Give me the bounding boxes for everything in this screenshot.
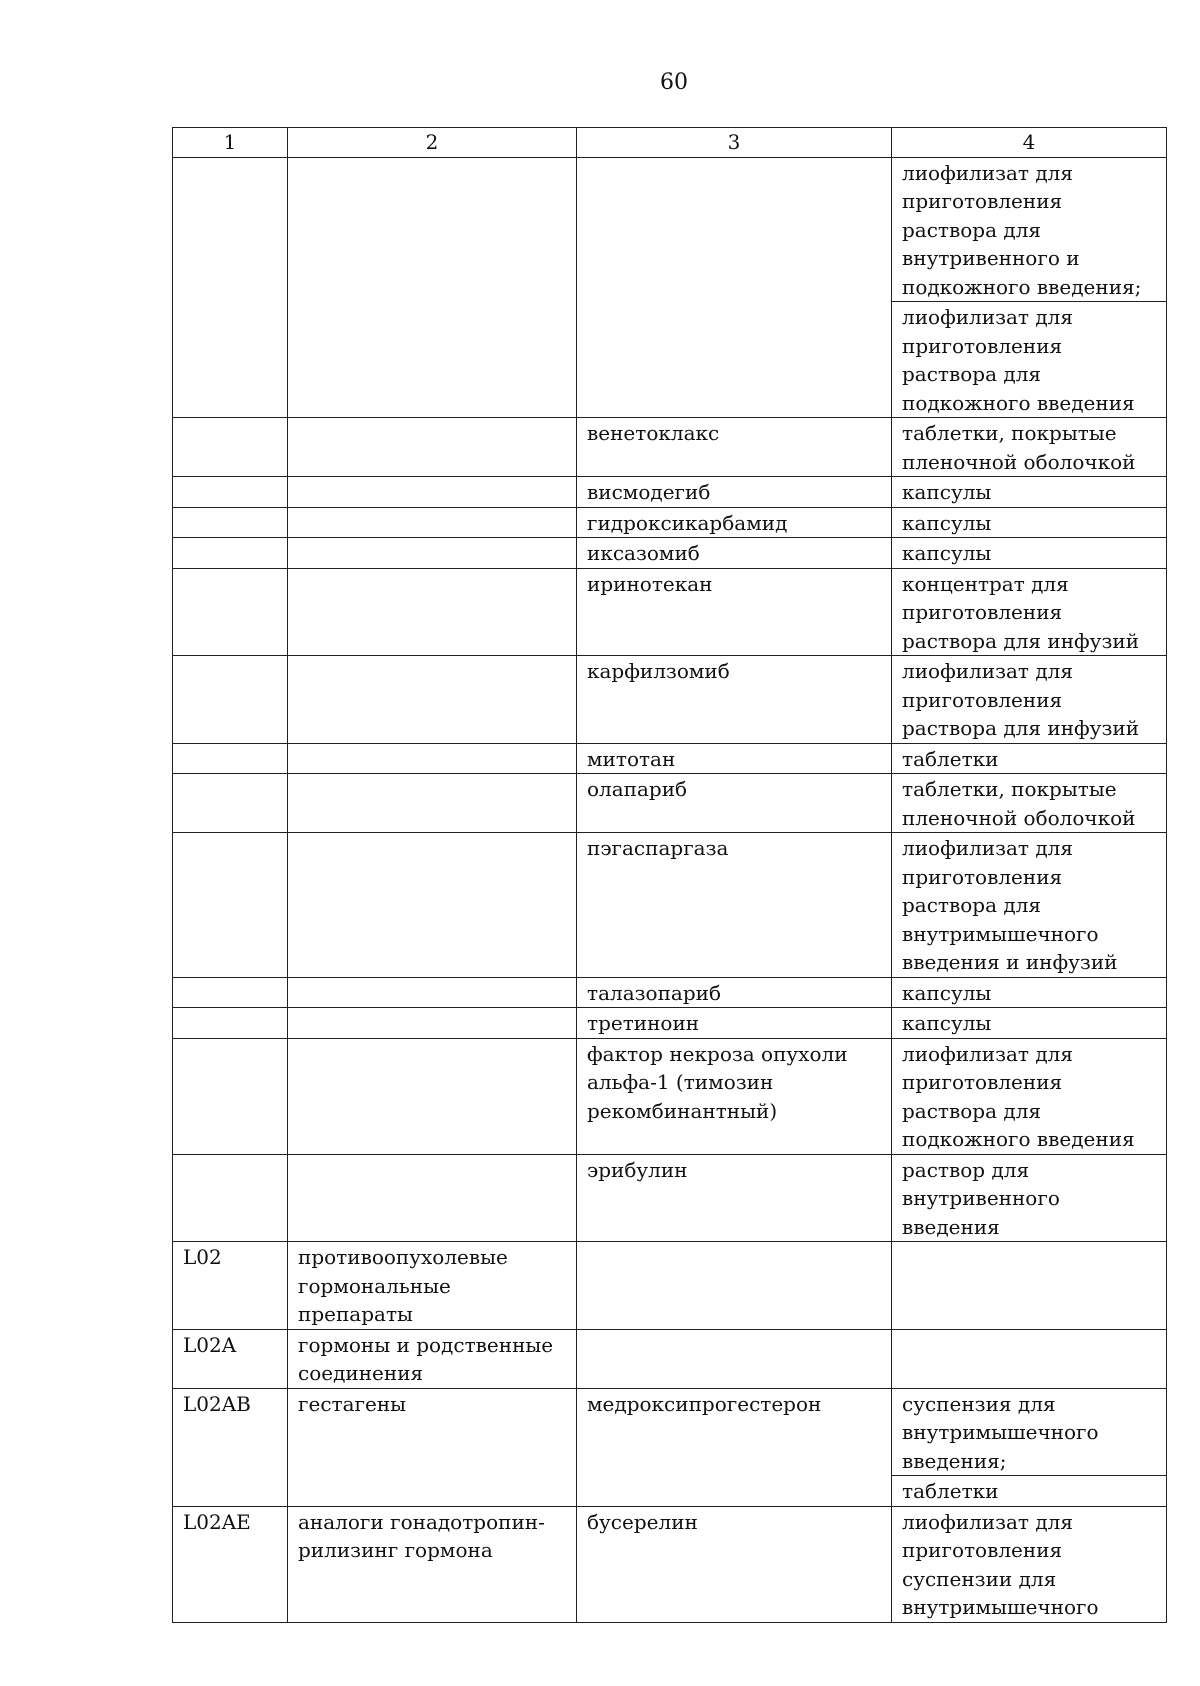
dosage-form-item xyxy=(892,1507,1166,1622)
table-row xyxy=(173,977,1167,1008)
atc-code-cell-text xyxy=(173,978,287,979)
group-name-cell-text xyxy=(288,656,576,657)
group-name-cell-text: гестагены xyxy=(298,1391,407,1416)
dosage-form-list xyxy=(892,1039,1166,1154)
group-name-cell-text xyxy=(288,508,576,509)
group-name-cell xyxy=(288,977,577,1008)
dosage-form-cell xyxy=(892,1329,1167,1388)
dosage-form-cell xyxy=(892,1388,1167,1506)
dosage-form-item xyxy=(892,833,1166,977)
drug-name-cell xyxy=(577,1329,892,1388)
group-name-cell xyxy=(288,1154,577,1242)
dosage-form-text: лиофилизат для приготовления раствора для подкожного введения xyxy=(902,305,1135,415)
table-row xyxy=(173,1388,1167,1506)
dosage-form-item xyxy=(892,1330,1166,1331)
dosage-form-text: капсулы xyxy=(902,1011,992,1035)
drug-name-cell xyxy=(577,1008,892,1039)
dosage-form-list xyxy=(892,774,1166,832)
drug-name-cell-text: третиноин xyxy=(587,1011,700,1035)
dosage-form-entry xyxy=(892,774,1166,832)
atc-code-cell xyxy=(173,743,288,774)
dosage-form-text: лиофилизат для приготовления раствора для внутривенного и подкожного введения; xyxy=(902,160,1142,299)
group-name-cell-text xyxy=(288,978,576,979)
atc-code-cell xyxy=(173,1388,288,1506)
drug-name-cell-text xyxy=(577,1242,891,1243)
atc-code-cell xyxy=(173,656,288,744)
dosage-form-item xyxy=(892,656,1166,743)
group-name-cell-text xyxy=(288,569,576,570)
atc-code-cell-text: L02AB xyxy=(183,1391,251,1416)
group-name-cell xyxy=(288,507,577,538)
drug-name-cell-text: бусерелин xyxy=(587,1509,698,1534)
group-name-cell-text xyxy=(288,1039,576,1040)
dosage-form-entry xyxy=(892,477,1166,507)
group-name-cell-text: противоопухолевые гормональные препараты xyxy=(298,1245,508,1326)
drug-name-cell-text: карфилзомиб xyxy=(587,659,730,683)
atc-code-cell-text xyxy=(173,569,287,570)
dosage-form-item xyxy=(892,1039,1166,1154)
atc-code-cell-text xyxy=(173,538,287,539)
dosage-form-item xyxy=(892,418,1166,476)
dosage-form-list xyxy=(892,538,1166,568)
dosage-form-entry xyxy=(892,978,1166,1008)
drug-name-cell xyxy=(577,1038,892,1154)
dosage-form-cell xyxy=(892,1154,1167,1242)
dosage-form-cell xyxy=(892,833,1167,978)
dosage-form-text: таблетки, покрытые пленочной оболочкой xyxy=(902,777,1136,830)
atc-code-cell xyxy=(173,507,288,538)
dosage-form-text: капсулы xyxy=(902,480,992,504)
atc-code-cell-text xyxy=(173,1008,287,1009)
dosage-form-text: таблетки, покрытые пленочной оболочкой xyxy=(902,421,1136,474)
column-header: 3 xyxy=(577,128,892,158)
group-name-cell-text: аналоги гонадотропин- рилизинг гормона xyxy=(298,1509,545,1562)
dosage-form-text: лиофилизат для приготовления раствора для инфузий xyxy=(902,659,1140,740)
dosage-form-text xyxy=(892,1330,1166,1331)
group-name-cell-text xyxy=(288,158,576,159)
dosage-form-item xyxy=(892,978,1166,1008)
group-name-cell xyxy=(288,1242,577,1330)
table-row xyxy=(173,1038,1167,1154)
dosage-form-list xyxy=(892,656,1166,743)
table-header-row xyxy=(173,128,1167,158)
dosage-form-text: таблетки xyxy=(902,746,999,771)
drug-name-cell xyxy=(577,774,892,833)
medication-table xyxy=(172,127,1167,1623)
atc-code-cell-text xyxy=(173,1155,287,1156)
group-name-cell xyxy=(288,833,577,978)
dosage-form-entry xyxy=(892,1389,1166,1476)
group-name-cell xyxy=(288,1038,577,1154)
dosage-form-cell xyxy=(892,157,1167,418)
atc-code-cell xyxy=(173,418,288,477)
dosage-form-list xyxy=(892,1330,1166,1331)
group-name-cell xyxy=(288,743,577,774)
table-row xyxy=(173,538,1167,569)
dosage-form-text: концентрат для приготовления раствора для инфузий xyxy=(902,571,1140,653)
table-row xyxy=(173,1242,1167,1330)
atc-code-cell-text: L02AE xyxy=(183,1509,251,1534)
drug-name-cell-text: эрибулин xyxy=(587,1157,688,1182)
group-name-cell xyxy=(288,157,577,418)
dosage-form-list xyxy=(892,508,1166,538)
group-name-cell xyxy=(288,1329,577,1388)
table-row xyxy=(173,157,1167,418)
atc-code-cell xyxy=(173,1008,288,1039)
group-name-cell xyxy=(288,568,577,656)
drug-name-cell-text: венетоклакс xyxy=(587,421,720,445)
atc-code-cell xyxy=(173,977,288,1008)
dosage-form-cell xyxy=(892,477,1167,508)
dosage-form-text: лиофилизат для приготовления раствора для подкожного введения xyxy=(902,1041,1135,1151)
dosage-form-list xyxy=(892,1507,1166,1622)
drug-name-cell-text xyxy=(577,158,891,159)
table-row xyxy=(173,833,1167,978)
dosage-form-text: суспензия для внутримышечного введения; xyxy=(902,1391,1099,1473)
drug-name-cell xyxy=(577,1154,892,1242)
drug-name-cell-text: талазопариб xyxy=(587,980,721,1005)
dosage-form-item xyxy=(892,744,1166,774)
dosage-form-entry xyxy=(892,1476,1166,1506)
drug-name-cell xyxy=(577,1506,892,1622)
dosage-form-item xyxy=(892,1155,1166,1242)
dosage-form-text: капсулы xyxy=(902,980,992,1005)
table-row xyxy=(173,774,1167,833)
dosage-form-cell xyxy=(892,774,1167,833)
dosage-form-cell xyxy=(892,743,1167,774)
dosage-form-entry xyxy=(892,833,1166,977)
table-row xyxy=(173,743,1167,774)
dosage-form-entry xyxy=(892,158,1166,302)
dosage-form-list xyxy=(892,1155,1166,1242)
drug-name-cell-text: иринотекан xyxy=(587,571,713,596)
group-name-cell xyxy=(288,538,577,569)
dosage-form-entry xyxy=(892,656,1166,743)
dosage-form-cell xyxy=(892,538,1167,569)
atc-code-cell xyxy=(173,157,288,418)
drug-name-cell xyxy=(577,743,892,774)
dosage-form-cell xyxy=(892,1242,1167,1330)
atc-code-cell xyxy=(173,568,288,656)
dosage-form-entry xyxy=(892,538,1166,568)
dosage-form-entry xyxy=(892,569,1166,656)
dosage-form-text: раствор для внутривенного введения xyxy=(902,1157,1060,1239)
group-name-cell-text xyxy=(288,833,576,834)
drug-name-cell xyxy=(577,1388,892,1506)
atc-code-cell-text xyxy=(173,1039,287,1040)
dosage-form-text: таблетки xyxy=(902,1479,999,1503)
group-name-cell xyxy=(288,477,577,508)
group-name-cell xyxy=(288,1388,577,1506)
dosage-form-item xyxy=(892,1389,1166,1476)
dosage-form-entry xyxy=(892,1242,1166,1243)
atc-code-cell-text xyxy=(173,656,287,657)
dosage-form-cell xyxy=(892,568,1167,656)
dosage-form-list xyxy=(892,1242,1166,1243)
table-row xyxy=(173,1008,1167,1039)
dosage-form-list xyxy=(892,1008,1166,1038)
drug-name-cell xyxy=(577,477,892,508)
dosage-form-entry xyxy=(892,1008,1166,1038)
dosage-form-text: капсулы xyxy=(902,541,992,565)
atc-code-cell xyxy=(173,538,288,569)
dosage-form-item xyxy=(892,477,1166,507)
atc-code-cell-text xyxy=(173,508,287,509)
dosage-form-cell xyxy=(892,1008,1167,1039)
atc-code-cell xyxy=(173,1242,288,1330)
dosage-form-item xyxy=(892,508,1166,538)
dosage-form-item xyxy=(892,1476,1166,1506)
dosage-form-item xyxy=(892,569,1166,656)
table-row xyxy=(173,1506,1167,1622)
group-name-cell xyxy=(288,418,577,477)
group-name-cell-text xyxy=(288,744,576,745)
dosage-form-list xyxy=(892,978,1166,1008)
dosage-form-entry xyxy=(892,1155,1166,1242)
drug-name-cell xyxy=(577,538,892,569)
drug-name-cell xyxy=(577,1242,892,1330)
dosage-form-item xyxy=(892,1008,1166,1038)
dosage-form-entry xyxy=(892,744,1166,774)
atc-code-cell xyxy=(173,1506,288,1622)
group-name-cell-text xyxy=(288,1155,576,1156)
atc-code-cell-text xyxy=(173,418,287,419)
dosage-form-text: лиофилизат для приготовления раствора для внутримышечного введения и инфузий xyxy=(902,836,1118,974)
table-row xyxy=(173,1154,1167,1242)
dosage-form-list xyxy=(892,569,1166,656)
drug-name-cell xyxy=(577,157,892,418)
dosage-form-entry xyxy=(892,1039,1166,1154)
atc-code-cell-text xyxy=(173,744,287,745)
dosage-form-text: капсулы xyxy=(902,510,992,535)
dosage-form-list xyxy=(892,744,1166,774)
drug-name-cell-text: иксазомиб xyxy=(587,541,700,565)
atc-code-cell-text xyxy=(173,833,287,834)
dosage-form-entry xyxy=(892,302,1166,418)
dosage-form-text: лиофилизат для приготовления суспензии для внутримышечного xyxy=(902,1509,1099,1619)
table-row xyxy=(173,477,1167,508)
group-name-cell xyxy=(288,1008,577,1039)
drug-name-cell xyxy=(577,656,892,744)
group-name-cell-text xyxy=(288,774,576,775)
dosage-form-list xyxy=(892,418,1166,476)
table-row xyxy=(173,1329,1167,1388)
atc-code-cell xyxy=(173,774,288,833)
column-header: 4 xyxy=(892,128,1167,158)
group-name-cell-text xyxy=(288,538,576,539)
dosage-form-entry xyxy=(892,418,1166,476)
group-name-cell xyxy=(288,1506,577,1622)
column-header: 2 xyxy=(288,128,577,158)
atc-code-cell-text xyxy=(173,477,287,478)
dosage-form-text xyxy=(892,1242,1166,1243)
drug-name-cell-text: гидроксикарбамид xyxy=(587,510,788,535)
table-row xyxy=(173,507,1167,538)
drug-name-cell-text: олапариб xyxy=(587,777,688,801)
atc-code-cell xyxy=(173,833,288,978)
dosage-form-cell xyxy=(892,418,1167,477)
group-name-cell-text: гормоны и родственные соединения xyxy=(298,1332,554,1385)
dosage-form-item xyxy=(892,1242,1166,1243)
atc-code-cell xyxy=(173,1038,288,1154)
dosage-form-item xyxy=(892,538,1166,568)
atc-code-cell-text xyxy=(173,158,287,159)
drug-name-cell-text: пэгаспаргаза xyxy=(587,836,729,860)
atc-code-cell-text xyxy=(173,774,287,775)
dosage-form-item xyxy=(892,158,1166,302)
dosage-form-entry xyxy=(892,1507,1166,1622)
dosage-form-list xyxy=(892,477,1166,507)
dosage-form-list xyxy=(892,1389,1166,1506)
drug-name-cell-text: медроксипрогестерон xyxy=(587,1391,822,1416)
drug-name-cell xyxy=(577,568,892,656)
atc-code-cell xyxy=(173,1154,288,1242)
atc-code-cell xyxy=(173,477,288,508)
drug-name-cell xyxy=(577,833,892,978)
page-number: 60 xyxy=(660,70,688,95)
drug-name-cell-text: фактор некроза опухоли альфа-1 (тимозин рекомбинантный) xyxy=(587,1041,848,1123)
group-name-cell xyxy=(288,774,577,833)
dosage-form-cell xyxy=(892,977,1167,1008)
dosage-form-item xyxy=(892,302,1166,418)
dosage-form-entry xyxy=(892,508,1166,538)
drug-name-cell xyxy=(577,507,892,538)
drug-name-cell-text xyxy=(577,1330,891,1331)
atc-code-cell-text: L02 xyxy=(183,1245,222,1269)
column-header: 1 xyxy=(173,128,288,158)
drug-name-cell-text: висмодегиб xyxy=(587,480,711,504)
table-row xyxy=(173,418,1167,477)
table-row xyxy=(173,568,1167,656)
dosage-form-cell xyxy=(892,1038,1167,1154)
dosage-form-list xyxy=(892,833,1166,977)
dosage-form-list xyxy=(892,158,1166,418)
drug-name-cell-text: митотан xyxy=(587,746,676,771)
drug-name-cell xyxy=(577,418,892,477)
group-name-cell-text xyxy=(288,477,576,478)
dosage-form-item xyxy=(892,774,1166,832)
dosage-form-cell xyxy=(892,1506,1167,1622)
table-row xyxy=(173,656,1167,744)
drug-name-cell xyxy=(577,977,892,1008)
atc-code-cell xyxy=(173,1329,288,1388)
dosage-form-entry xyxy=(892,1330,1166,1331)
group-name-cell-text xyxy=(288,418,576,419)
dosage-form-cell xyxy=(892,507,1167,538)
atc-code-cell-text: L02A xyxy=(183,1332,237,1357)
group-name-cell xyxy=(288,656,577,744)
group-name-cell-text xyxy=(288,1008,576,1009)
dosage-form-cell xyxy=(892,656,1167,744)
